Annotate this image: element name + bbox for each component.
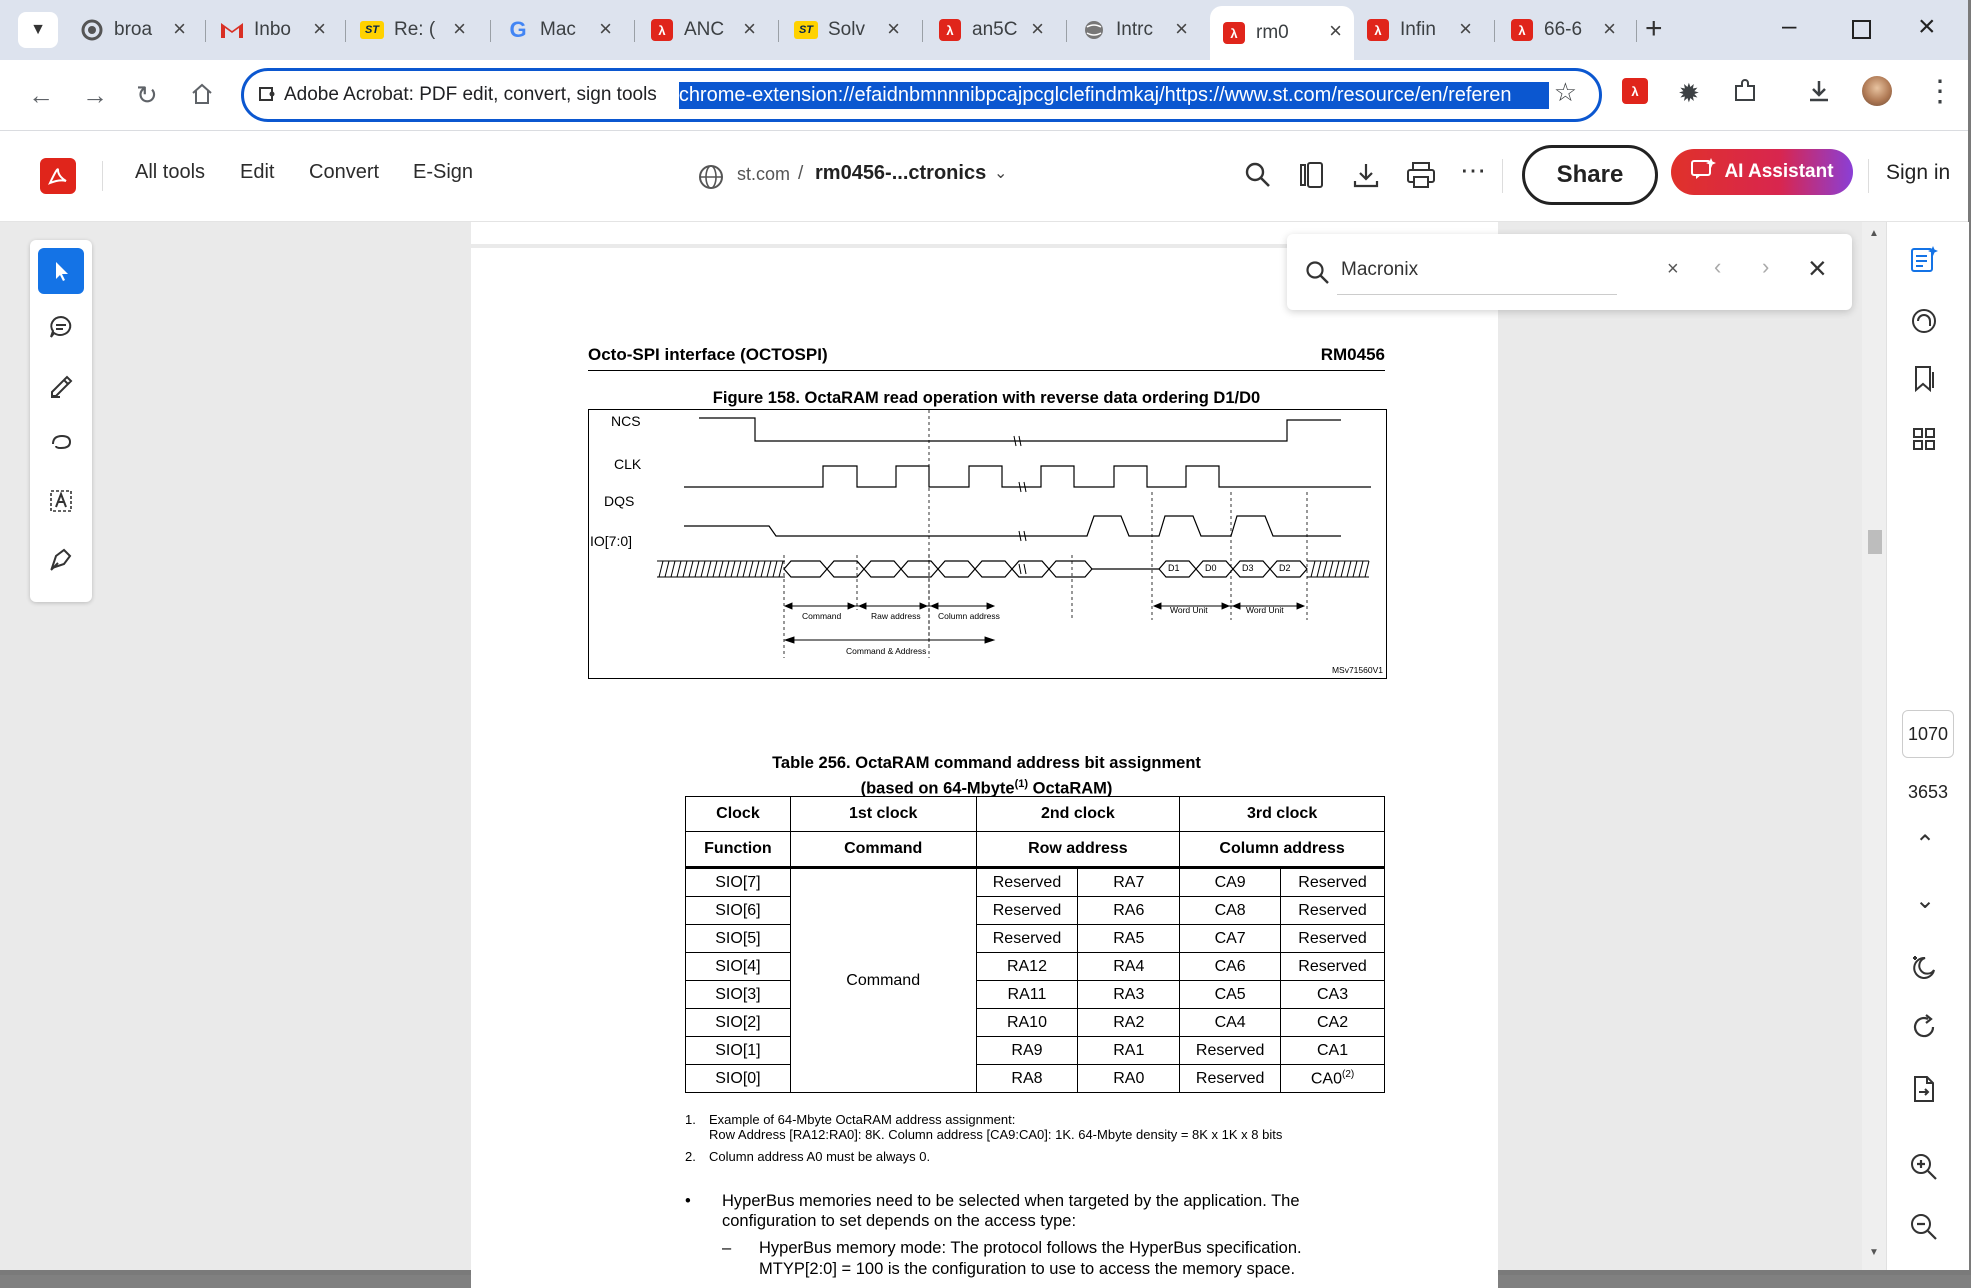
- pdf-icon: λ: [1510, 18, 1534, 42]
- kebab-menu-icon[interactable]: ⋮: [1925, 75, 1955, 108]
- table-row: SIO[6] Reserved RA6 CA8 Reserved: [686, 897, 1385, 925]
- tab[interactable]: λ 66-6 ×: [1502, 8, 1628, 52]
- zoom-in-icon[interactable]: [1909, 1152, 1939, 1189]
- next-result-icon[interactable]: ›: [1762, 254, 1770, 279]
- close-icon[interactable]: ×: [1175, 16, 1188, 41]
- maximize-button[interactable]: [1852, 20, 1871, 39]
- google-icon: G: [509, 17, 527, 42]
- left-tool-rail: [30, 240, 92, 602]
- close-icon[interactable]: ×: [743, 16, 756, 41]
- tab[interactable]: λ an5C ×: [930, 8, 1056, 52]
- tab[interactable]: G Mac ×: [498, 8, 624, 52]
- clear-search-icon[interactable]: ×: [1667, 258, 1679, 280]
- timing-diagram-svg: [589, 410, 1386, 678]
- tab-search-button[interactable]: [18, 12, 58, 48]
- search-icon[interactable]: [1244, 161, 1272, 194]
- search-icon: [1305, 260, 1331, 291]
- highlight-tool-button[interactable]: [38, 362, 84, 408]
- close-icon[interactable]: ×: [1603, 16, 1616, 41]
- st-logo-icon: ST: [360, 18, 384, 42]
- footnote: 2. Column address A0 must be always 0.: [685, 1149, 931, 1164]
- table-row: SIO[5] Reserved RA5 CA7 Reserved: [686, 925, 1385, 953]
- chevron-down-icon[interactable]: ⌄: [994, 165, 1008, 182]
- data-word-label: D1: [1168, 563, 1180, 573]
- extensions-puzzle-icon[interactable]: [1732, 78, 1758, 111]
- pen-icon: [48, 372, 74, 398]
- page-export-icon[interactable]: [1909, 1074, 1939, 1111]
- home-icon[interactable]: [190, 82, 214, 113]
- tab[interactable]: ST Re: ( ×: [352, 8, 478, 52]
- ai-assistant-button[interactable]: AI Assistant: [1671, 149, 1853, 195]
- scroll-down-arrow[interactable]: ▼: [1869, 1247, 1879, 1258]
- scrollbar-thumb[interactable]: [1868, 530, 1882, 554]
- phase-label-raw-address: Raw address: [871, 611, 921, 621]
- breadcrumb-separator: /: [798, 163, 804, 184]
- sign-tool-button[interactable]: [38, 536, 84, 582]
- vertical-scrollbar[interactable]: [1862, 222, 1886, 1270]
- chevron-up-icon[interactable]: ⌃: [1915, 831, 1936, 858]
- file-name[interactable]: rm0456-...ctronics: [815, 162, 987, 184]
- menu-convert[interactable]: Convert: [309, 161, 380, 183]
- close-icon[interactable]: ×: [887, 16, 900, 41]
- grid-view-icon[interactable]: [1909, 424, 1939, 461]
- table-row: SIO[2] RA10 RA2 CA4 CA2: [686, 1009, 1385, 1037]
- pdf-icon: λ: [1222, 21, 1246, 45]
- scroll-up-arrow[interactable]: ▲: [1869, 228, 1879, 239]
- pdf-icon: λ: [1366, 18, 1390, 42]
- st-logo-icon: ST: [794, 18, 818, 42]
- tab[interactable]: λ ANC ×: [642, 8, 768, 52]
- tab[interactable]: Inbo ×: [212, 8, 338, 52]
- domain-label: st.com: [737, 164, 791, 184]
- table-caption-line2: (based on 64-Mbyte$^{(1)}$ OctaRAM): [860, 778, 1113, 798]
- menu-edit[interactable]: Edit: [240, 161, 275, 183]
- tab-strip: [0, 0, 1968, 60]
- forward-arrow-icon[interactable]: →: [82, 80, 108, 110]
- page-thumbnails-icon[interactable]: [1298, 161, 1326, 194]
- bookmark-star-icon[interactable]: ☆: [1553, 77, 1577, 107]
- tab[interactable]: ST Solv ×: [786, 8, 912, 52]
- new-tab-button[interactable]: +: [1645, 12, 1663, 45]
- running-header-right: RM0456: [1320, 345, 1385, 364]
- close-icon[interactable]: ×: [1808, 250, 1827, 286]
- acrobat-logo[interactable]: [40, 158, 76, 194]
- menu-e-sign[interactable]: E-Sign: [413, 161, 474, 183]
- close-icon[interactable]: ×: [599, 16, 612, 41]
- text-box-icon: [48, 488, 74, 514]
- chevron-down-icon: ▼: [30, 21, 46, 38]
- phase-label-column-address: Column address: [938, 611, 1000, 621]
- octaram-table: [685, 796, 1385, 1093]
- find-panel: [1287, 234, 1852, 310]
- close-window-button[interactable]: ×: [1918, 10, 1936, 43]
- globe-icon: [698, 164, 724, 195]
- phase-label-command: Command: [802, 611, 842, 621]
- rotate-icon[interactable]: [1909, 1012, 1939, 1049]
- figure-caption: Figure 158. OctaRAM read operation with reverse data ordering D1/D0: [712, 389, 1261, 407]
- ai-sparkle-icon: [1690, 157, 1716, 187]
- acrobat-header: [0, 131, 1968, 222]
- comments-panel-icon[interactable]: [1909, 306, 1939, 343]
- data-word-label: D2: [1279, 563, 1291, 573]
- close-icon[interactable]: ×: [1459, 16, 1472, 41]
- table-row: SIO[7] Command Reserved RA7 CA9 Reserved: [686, 868, 1385, 897]
- url-text[interactable]: chrome-extension://efaidnbmnnnibpcajpcglclefindmkaj/https://www.st.com/resource/en/referen: [679, 82, 1549, 109]
- footnote: 1. Example of 64-Mbyte OctaRAM address assignment: Row Address [RA12:RA0]: 8K. Column address [CA9:CA0]: 1K. 64-Mbyte density = 8K x 1K x 8 bits: [685, 1112, 1283, 1142]
- page-total: 3653: [1907, 782, 1949, 802]
- comment-tool-button[interactable]: [38, 304, 84, 350]
- tab[interactable]: Intrc ×: [1074, 8, 1200, 52]
- acrobat-extension-icon[interactable]: λ: [1622, 78, 1648, 104]
- gmail-icon: [220, 18, 244, 42]
- tab[interactable]: λ Infin ×: [1358, 8, 1484, 52]
- data-word-label: D3: [1242, 563, 1254, 573]
- share-button[interactable]: Share: [1522, 145, 1658, 205]
- browser-toolbar: [0, 60, 1968, 131]
- table-caption: [588, 753, 1385, 800]
- close-icon[interactable]: ×: [173, 16, 186, 41]
- signal-label-ncs: NCS: [611, 413, 641, 429]
- signal-label-io: IO[7:0]: [590, 533, 633, 549]
- table-row: SIO[4] RA12 RA4 CA6 Reserved: [686, 953, 1385, 981]
- gear-extension-icon[interactable]: ✹: [1678, 78, 1700, 108]
- table-header-row: Function Command Row address Column address: [686, 832, 1385, 868]
- comment-icon: [48, 314, 74, 340]
- pdf-viewer: [0, 222, 1968, 1278]
- download-icon[interactable]: [1352, 161, 1380, 194]
- print-icon[interactable]: [1406, 161, 1436, 194]
- header-rule: [588, 370, 1385, 371]
- text-tool-button[interactable]: [38, 478, 84, 524]
- avatar[interactable]: [1862, 76, 1892, 106]
- sub-bullet-item: – HyperBus memory mode: The protocol follows the HyperBus specification. MTYP[2:0] = 100 is the configuration to use to access the memory space.: [722, 1239, 1302, 1278]
- diagram-reference-code: MSv71560V1: [1331, 665, 1383, 675]
- span-label-command-address: Command & Address: [846, 646, 927, 656]
- close-icon[interactable]: ×: [1329, 18, 1342, 43]
- cursor-arrow-icon: [50, 259, 72, 283]
- table-caption-line1: Table 256. OctaRAM command address bit assignment: [772, 754, 1201, 772]
- table-row: SIO[3] RA11 RA3 CA5 CA3: [686, 981, 1385, 1009]
- bullet-item: • HyperBus memories need to be selected when targeted by the application. The configuration to set depends on the access type:: [685, 1192, 1300, 1230]
- table-row: SIO[1] RA9 RA1 Reserved CA1: [686, 1037, 1385, 1065]
- previous-result-icon[interactable]: ‹: [1714, 254, 1722, 279]
- tab-active[interactable]: λ rm0 ×: [1210, 6, 1354, 60]
- more-options-icon[interactable]: ⋯: [1460, 155, 1486, 185]
- menu-all-tools[interactable]: All tools: [135, 161, 206, 183]
- extension-puzzle-icon: [258, 84, 276, 107]
- running-header-left: Octo-SPI interface (OCTOSPI): [588, 345, 828, 364]
- zoom-out-icon[interactable]: [1909, 1212, 1939, 1249]
- fountain-pen-icon: [48, 546, 74, 572]
- word-unit-label: Word Unit: [1170, 605, 1208, 615]
- close-icon[interactable]: ×: [313, 16, 326, 41]
- ai-summary-icon[interactable]: [1909, 244, 1939, 281]
- word-unit-label: Word Unit: [1246, 605, 1284, 615]
- tab[interactable]: broa ×: [72, 8, 198, 52]
- reload-icon[interactable]: ↻: [136, 80, 158, 110]
- chromium-icon: [80, 18, 104, 42]
- signal-label-dqs: DQS: [604, 493, 635, 509]
- table-header-row: Clock 1st clock 2nd clock 3rd clock: [686, 797, 1385, 832]
- pdf-icon: λ: [650, 18, 674, 42]
- close-icon[interactable]: ×: [453, 16, 466, 41]
- signal-label-clk: CLK: [614, 456, 642, 472]
- select-tool-button[interactable]: [38, 248, 84, 294]
- chevron-down-icon[interactable]: ⌄: [1915, 887, 1936, 914]
- search-input[interactable]: [1339, 254, 1593, 286]
- draw-tool-button[interactable]: [38, 420, 84, 466]
- lasso-icon: [48, 430, 74, 456]
- table-row: SIO[0] RA8 RA0 Reserved CA0$^{(2)}$: [686, 1065, 1385, 1093]
- site-label: Adobe Acrobat: PDF edit, convert, sign tools: [284, 84, 657, 105]
- globe-icon: [1082, 18, 1106, 42]
- close-icon[interactable]: ×: [1031, 16, 1044, 41]
- sign-in-link[interactable]: Sign in: [1886, 161, 1951, 184]
- dark-mode-icon[interactable]: [1909, 952, 1939, 989]
- download-icon[interactable]: [1806, 78, 1832, 111]
- pdf-page: [471, 248, 1498, 1288]
- data-word-label: D0: [1205, 563, 1217, 573]
- timing-diagram: [588, 409, 1387, 679]
- minimize-button[interactable]: –: [1782, 10, 1797, 40]
- right-tool-rail: [1886, 222, 1969, 1270]
- pdf-icon: λ: [938, 18, 962, 42]
- bookmark-icon[interactable]: [1909, 364, 1939, 401]
- page-number-input[interactable]: 1070: [1902, 710, 1954, 758]
- address-bar[interactable]: [241, 68, 1602, 122]
- command-cell: Command: [790, 868, 976, 1093]
- back-arrow-icon[interactable]: ←: [28, 80, 54, 110]
